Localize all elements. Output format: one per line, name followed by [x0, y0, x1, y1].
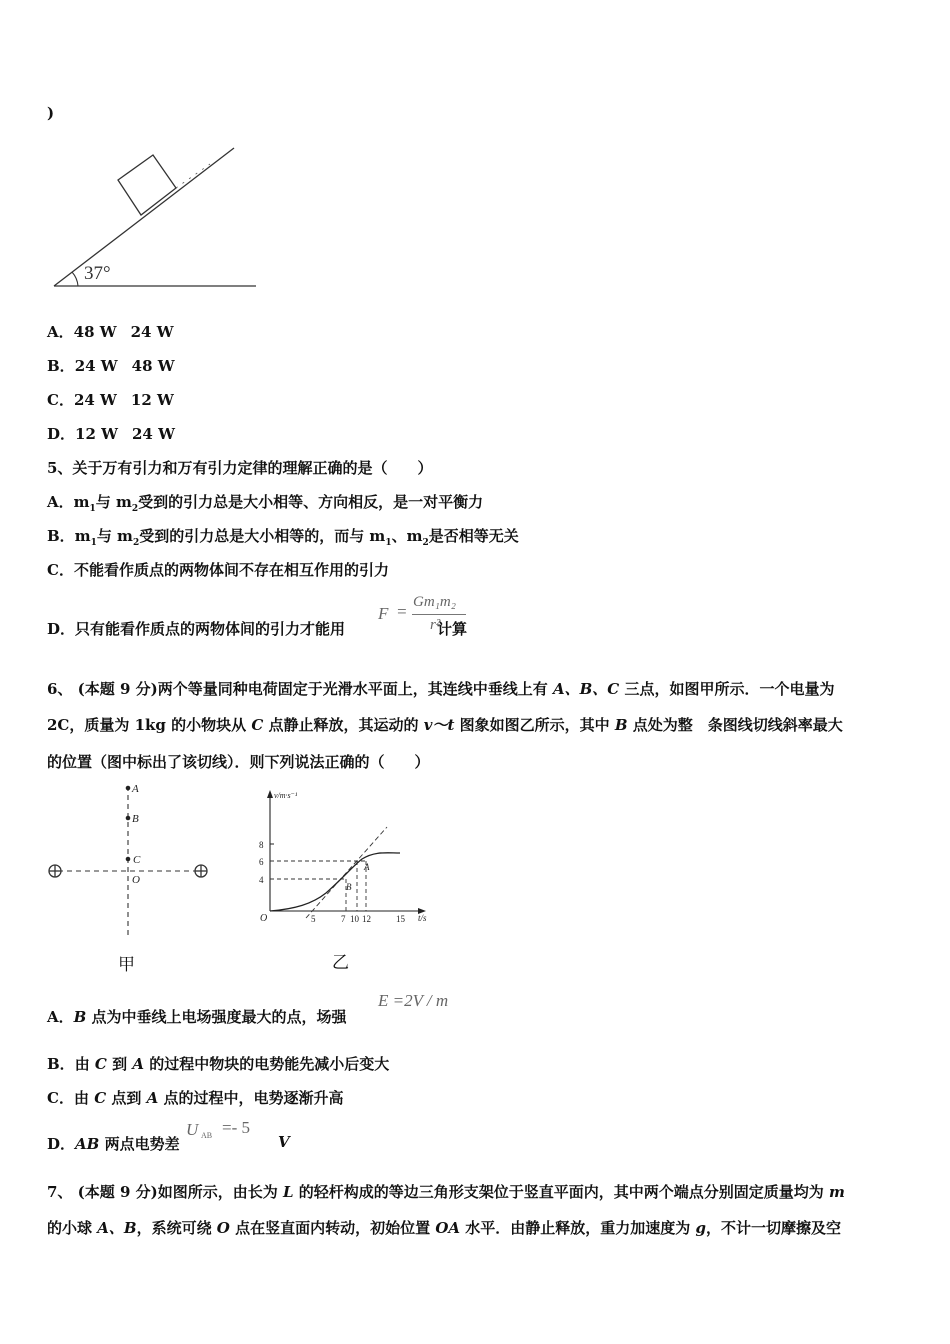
x-tick-15: 15	[396, 914, 405, 924]
q6-option-d: D．AB 两点电势差	[47, 1135, 180, 1153]
q4-option-d: D．12 W 24 W	[47, 425, 175, 443]
q5-stem: 5、关于万有引力和万有引力定律的理解正确的是（ ）	[47, 459, 433, 477]
y-tick-8: 8	[259, 840, 264, 850]
figure-yi-caption: 乙	[332, 953, 349, 973]
previous-question-tail: )	[47, 104, 55, 122]
q7-stem-line2: 的小球 A、B，系统可绕 O 点在竖直面内转动，初始位置 OA 水平．由静止释放，重力加速度为 g，不计一切摩擦及空	[47, 1219, 842, 1237]
q6-stem-line3: 的位置（图中标出了该切线）．则下列说法正确的（ ）	[47, 753, 430, 771]
incline-slope	[54, 148, 234, 286]
point-a	[126, 786, 131, 791]
incline-figure	[48, 140, 263, 295]
figure-jia-caption: 甲	[118, 955, 135, 975]
yi-label-a: A	[364, 862, 370, 872]
y-tick-6: 6	[259, 857, 264, 867]
q6-stem-line1: 6、 (本题 9 分)两个等量同种电荷固定于光滑水平面上，其连线中垂线上有 A、B、C 三点，如图甲所示．一个电量为	[47, 680, 835, 698]
q6-option-b: B．由 C 到 A 的过程中物块的电势能先减小后变大	[47, 1055, 390, 1073]
x-tick-12: 12	[362, 914, 371, 924]
gravitation-formula: F = Gm₁m₂ r²	[378, 592, 470, 640]
y-tick-4: 4	[259, 875, 264, 885]
yi-y-arrow	[267, 790, 273, 798]
q6-option-a: A．B 点为中垂线上电场强度最大的点，场强	[47, 1008, 347, 1026]
q4-option-a: A．48 W 24 W	[47, 323, 174, 341]
potential-difference-formula: U AB =- 5 V	[186, 1118, 290, 1151]
yi-vt-curve	[270, 853, 400, 911]
q5-option-d: D．只有能看作质点的两物体间的引力才能用 计算	[47, 620, 468, 638]
figure-yi-vt-graph	[250, 780, 440, 930]
q7-stem-line1: 7、 (本题 9 分)如图所示，由长为 L 的轻杆构成的等边三角形支架位于竖直平面内，其中两个端点分别固定质量均为 m	[47, 1183, 845, 1201]
point-b	[126, 816, 131, 821]
yi-y-axis-label: v/m·s⁻¹	[274, 791, 298, 800]
fraction-bar	[412, 614, 466, 615]
force-arrow	[176, 164, 210, 188]
yi-tangent-line	[306, 827, 387, 918]
angle-arc	[72, 272, 78, 286]
figure-jia	[40, 780, 220, 940]
x-tick-7: 7	[341, 914, 346, 924]
q6-stem-line2: 2C，质量为 1kg 的小物块从 C 点静止释放，其运动的 v～t 图象如图乙所示，其中 B 点处为整 条图线切线斜率最大	[47, 716, 843, 734]
left-charge	[49, 865, 61, 877]
q5-option-b: B．$m_1$与 $m_2$受到的引力总是大小相等的，而与 $m_1$、$m_2$是否相等无关	[47, 527, 519, 548]
yi-origin: O	[260, 913, 268, 924]
yi-x-axis-label: t/s	[418, 913, 427, 923]
label-b: B	[132, 813, 139, 825]
label-o: O	[132, 874, 140, 886]
label-a: A	[132, 783, 139, 795]
field-strength-formula: E =2V / m	[378, 991, 449, 1010]
q4-option-b: B．24 W 48 W	[47, 357, 175, 375]
block-on-incline	[118, 155, 176, 215]
x-tick-10: 10	[350, 914, 359, 924]
yi-label-b: B	[346, 882, 352, 892]
right-charge	[195, 865, 207, 877]
point-c	[126, 857, 131, 862]
yi-x-ticks	[311, 914, 406, 924]
x-tick-5: 5	[311, 914, 316, 924]
angle-label: 37°	[84, 263, 111, 284]
q4-option-c: C．24 W 12 W	[47, 391, 174, 409]
q5-option-c: C．不能看作质点的两物体间不存在相互作用的引力	[47, 561, 389, 579]
yi-y-ticks	[259, 840, 274, 885]
q6-option-c: C．由 C 点到 A 点的过程中，电势逐渐升高	[47, 1089, 344, 1107]
q5-option-a: A．$m_1$与 $m_2$受到的引力总是大小相等、方向相反，是一对平衡力	[47, 493, 484, 514]
label-c: C	[133, 854, 141, 866]
